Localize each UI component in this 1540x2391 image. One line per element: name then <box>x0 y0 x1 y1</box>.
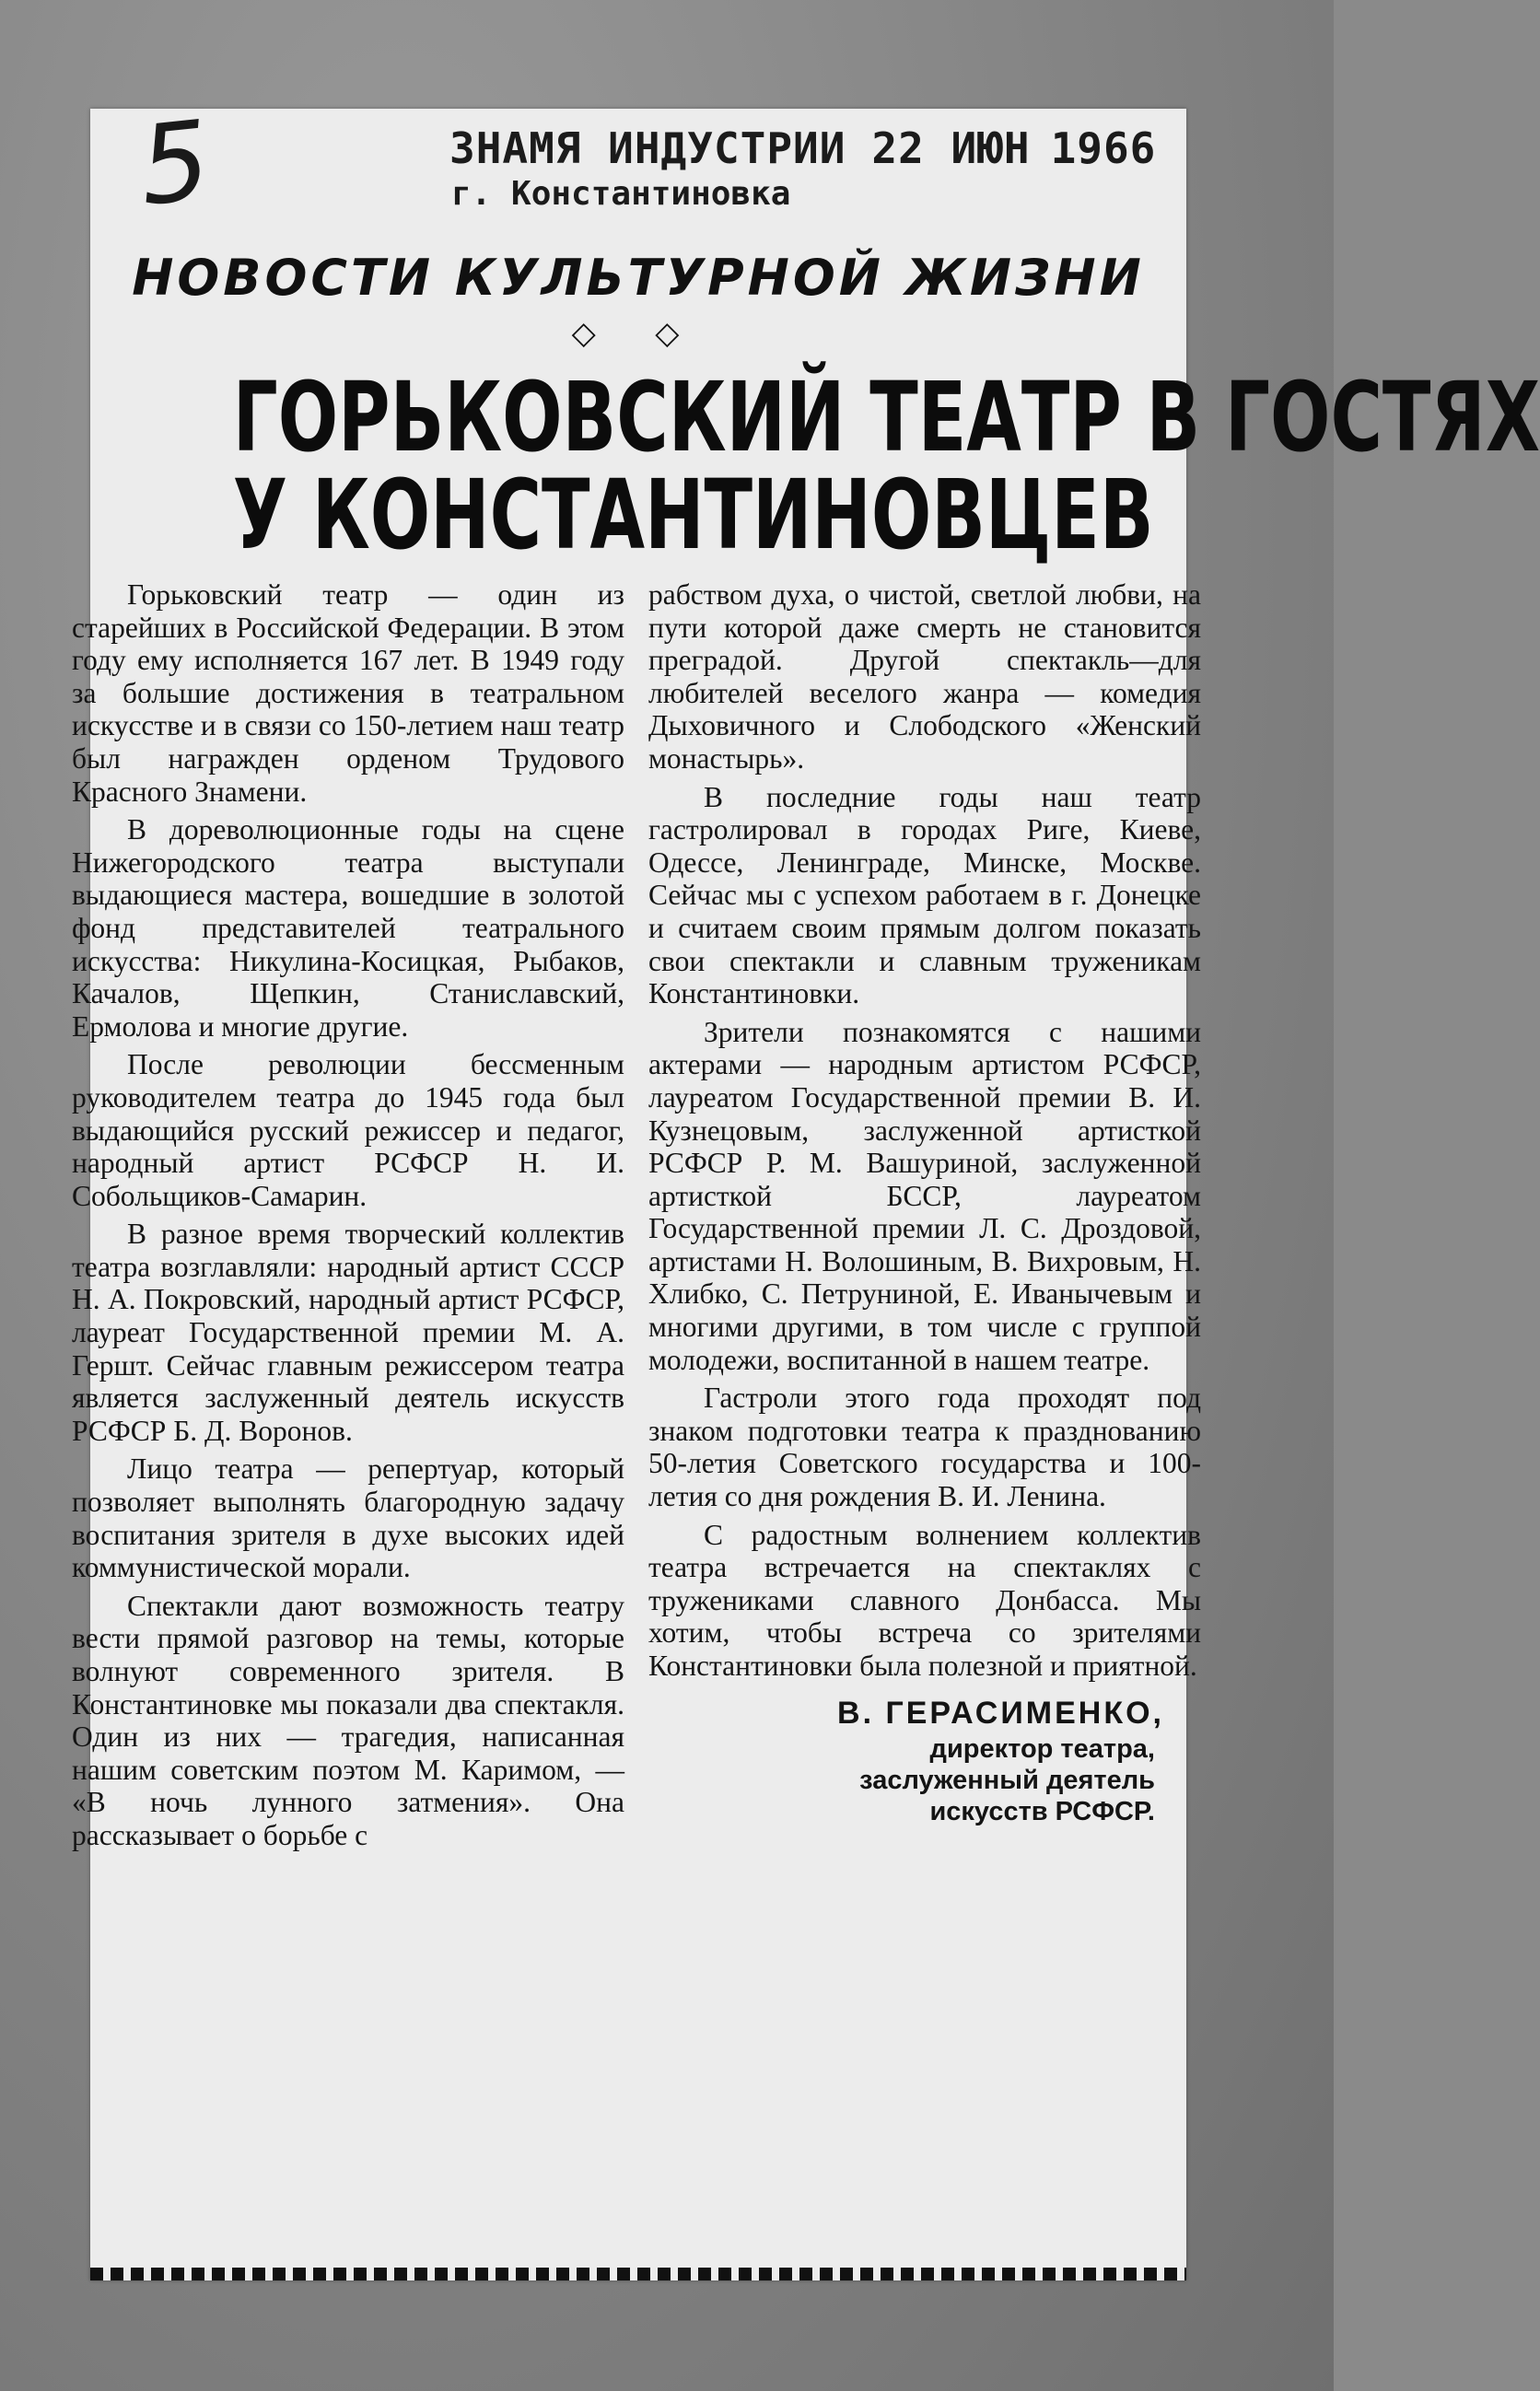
paragraph: Горьковский театр — один из старейших в Российской Федерации. В этом году ему исполняется 167 лет. В 1949 году за большие достижения в театральном искусстве и в связи со 150-летием наш театр был награжден орденом Трудового Красного Знамени. <box>72 578 624 808</box>
stamp-top-line <box>449 123 1186 173</box>
author-name: В. ГЕРАСИМЕНКО, <box>837 1695 1164 1731</box>
article-headline <box>90 361 1540 572</box>
stamp-newspaper-name: ЗНАМЯ ИНДУСТРИИ <box>449 123 846 173</box>
article-body <box>72 578 1214 2264</box>
author-title-line: заслуженный деятель <box>859 1766 1155 1796</box>
headline-line-1: ГОРЬКОВСКИЙ ТЕАТР В ГОСТЯХ <box>232 361 1540 473</box>
stamp-date: 22 ИЮН <box>871 123 1031 173</box>
paragraph: Гастроли этого года проходят под знаком подготовки театра к празднованию 50-летия Советского государства и 100-летия со дня рождения В. И. Ленина. <box>648 1382 1201 1513</box>
headline-line-2: У КОНСТАНТИНОВЦЕВ <box>232 459 1154 572</box>
paragraph-continued: рабством духа, о чистой, светлой любви, на пути которой даже смерть не становится преградой. Другой спектакль—для любителей веселого жанра — комедия Дыховичного и Слободского «Женский монастырь». <box>648 578 1201 775</box>
author-title-line: искусств РСФСР. <box>929 1797 1155 1827</box>
handwritten-archive-number: 5 <box>133 96 216 230</box>
paragraph: Спектакли дают возможность театру вести прямой разговор на темы, которые волнуют современного зрителя. В Константиновке мы показали два спектакля. Один из них — трагедия, написанная нашим советским поэтом М. Каримом, — «В ночь лунного затмения». Она рассказывает о борьбе с <box>72 1589 624 1851</box>
rubric-ornament: ◇ ◇ <box>571 317 706 351</box>
author-signature <box>648 1697 1201 1828</box>
section-rubric: НОВОСТИ КУЛЬТУРНОЙ ЖИЗНИ <box>132 249 1145 307</box>
paragraph: В последние годы наш театр гастролировал в городах Риге, Киеве, Одессе, Ленинграде, Минске, Москве. Сейчас мы с успехом работаем в г. Донецке и считаем своим прямым долгом показать свои спектакли и славным труженикам Константиновки. <box>648 780 1201 1010</box>
archive-stamp <box>449 123 1186 213</box>
paragraph: После революции бессменным руководителем театра до 1945 года был выдающийся русский режиссер и педагог, народный артист РСФСР Н. И. Собольщиков-Самарин. <box>72 1048 624 1212</box>
paragraph: С радостным волнением коллектив театра встречается на спектаклях с тружениками славного Донбасса. Мы хотим, чтобы встреча со зрителями Константиновки была полезной и приятной. <box>648 1518 1201 1682</box>
stamp-city: г. Константиновка <box>451 175 791 213</box>
right-column <box>648 578 1201 1827</box>
left-column <box>72 578 624 1858</box>
paragraph: Лицо театра — репертуар, который позволяет выполнять благородную задачу воспитания зрителя в духе высоких идей коммунистической морали. <box>72 1452 624 1584</box>
paragraph: В дореволюционные годы на сцене Нижегородского театра выступали выдающиеся мастера, вошедшие в золотой фонд представителей театрального искусства: Никулина-Косицкая, Рыбаков, Качалов, Щепкин, Станиславский, Ермолова и многие другие. <box>72 813 624 1043</box>
paragraph: Зрители познакомятся с нашими актерами — народным артистом РСФСР, лауреатом Государственной премии В. И. Кузнецовым, заслуженной артисткой РСФСР Р. М. Вашуриной, заслуженной артисткой БССР, лауреатом Государственной премии Л. С. Дроздовой, артистами Н. Волошиным, В. Вихровым, Н. Хлибко, С. Петруниной, Е. Иванычевым и многими другими, в том числе с группой молодежи, воспитанной в нашем театре. <box>648 1015 1201 1376</box>
author-title-line: директор театра, <box>929 1734 1155 1765</box>
stamp-year: 1966 <box>1050 123 1157 173</box>
paragraph: В разное время творческий коллектив театра возглавляли: народный артист СССР Н. А. Покровский, народный артист РСФСР, лауреат Государственной премии М. А. Гершт. Сейчас главным режиссером театра является заслуженный деятель искусств РСФСР Б. Д. Воронов. <box>72 1218 624 1447</box>
